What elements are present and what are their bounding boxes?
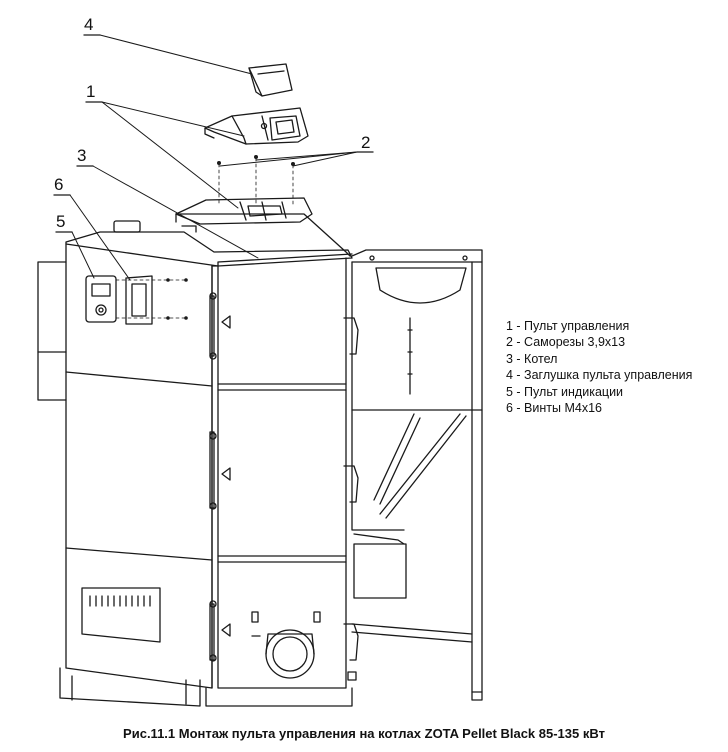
parts-legend <box>506 318 692 416</box>
svg-text:4: 4 <box>84 15 94 34</box>
svg-text:5: 5 <box>56 212 66 231</box>
legend-item: 1 - Пульт управления <box>506 319 630 333</box>
control-panel-exploded <box>205 108 308 144</box>
pellet-hopper <box>348 250 482 700</box>
legend-item: 6 - Винты М4х16 <box>506 401 602 416</box>
legend-item: 5 - Пульт индикации <box>506 384 624 399</box>
figure-caption: Рис.11.1 Монтаж пульта управления на котлах ZOTA Pellet Black 85-135 кВт <box>123 726 605 741</box>
svg-text:3: 3 <box>77 146 87 165</box>
svg-text:1: 1 <box>86 82 96 101</box>
svg-text:6: 6 <box>54 175 64 194</box>
control-panel-mounted <box>114 198 350 256</box>
indicator-panel <box>86 276 116 322</box>
svg-text:2: 2 <box>361 133 371 152</box>
control-panel-cover <box>249 64 292 96</box>
legend-item: 4 - Заглушка пульта управления <box>506 368 693 383</box>
callout-1 <box>86 82 244 208</box>
callout-2 <box>220 133 373 166</box>
callout-4 <box>84 15 252 74</box>
panel-bracket <box>126 276 152 324</box>
legend-item: 2 - Саморезы 3,9х13 <box>506 335 626 350</box>
legend-item: 3 - Котел <box>506 351 558 366</box>
